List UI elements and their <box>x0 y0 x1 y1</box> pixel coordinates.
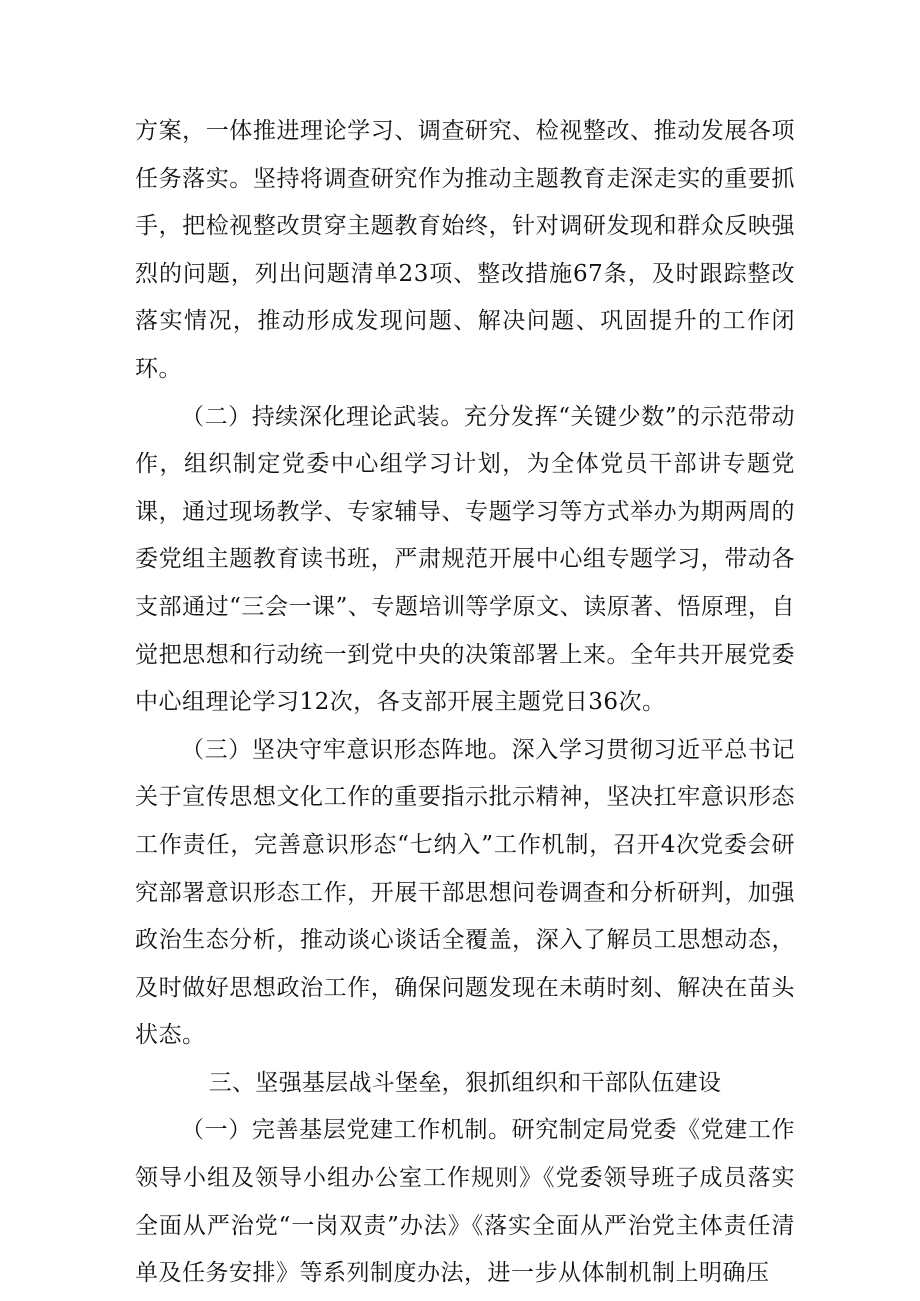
paragraph-party-building-mechanism: （一）完善基层党建工作机制。研究制定局党委《党建工作领导小组及领导小组办公室工作规则》《党委领导班子成员落实全面从严治党“一岗双责”办法》《落实全面从严治党主体责任清单及任务安排》等系列制度办法，进一步从体制机制上明确压 <box>135 1117 795 1287</box>
paragraph-continuation: 方案，一体推进理论学习、调查研究、检视整改、推动发展各项任务落实。坚持将调查研究作为推动主题教育走深走实的重要抓手，把检视整改贯穿主题教育始终，针对调研发现和群众反映强烈的问题，列出问题清单23项、整改措施67条，及时跟踪整改落实情况，推动形成发现问题、解决问题、巩固提升的工作闭环。 <box>135 118 795 382</box>
paragraph-theory-arming: （二）持续深化理论武装。充分发挥“关键少数”的示范带动作，组织制定党委中心组学习计划，为全体党员干部讲专题党课，通过现场教学、专家辅导、专题学习等方式举办为期两周的委党组主题教育读书班，严肃规范开展中心组专题学习，带动各支部通过“三会一课”、专题培训等学原文、读原著、悟原理，自觉把思想和行动统一到党中央的决策部署上来。全年共开展党委中心组理论学习12次，各支部开展主题党日36次。 <box>135 403 795 716</box>
section-heading: 三、坚强基层战斗堡垒，狠抓组织和干部队伍建设 <box>208 1069 722 1096</box>
paragraph-ideology-front: （三）坚决守牢意识形态阵地。深入学习贯彻习近平总书记关于宣传思想文化工作的重要指示批示精神，坚决扛牢意识形态工作责任，完善意识形态“七纳入”工作机制，召开4次党委会研究部署意识形态工作，开展干部思想问卷调查和分析研判，加强政治生态分析，推动谈心谈话全覆盖，深入了解员工思想动态，及时做好思想政治工作，确保问题发现在未萌时刻、解决在苗头状态。 <box>135 736 795 1049</box>
document-body <box>135 108 795 1298</box>
